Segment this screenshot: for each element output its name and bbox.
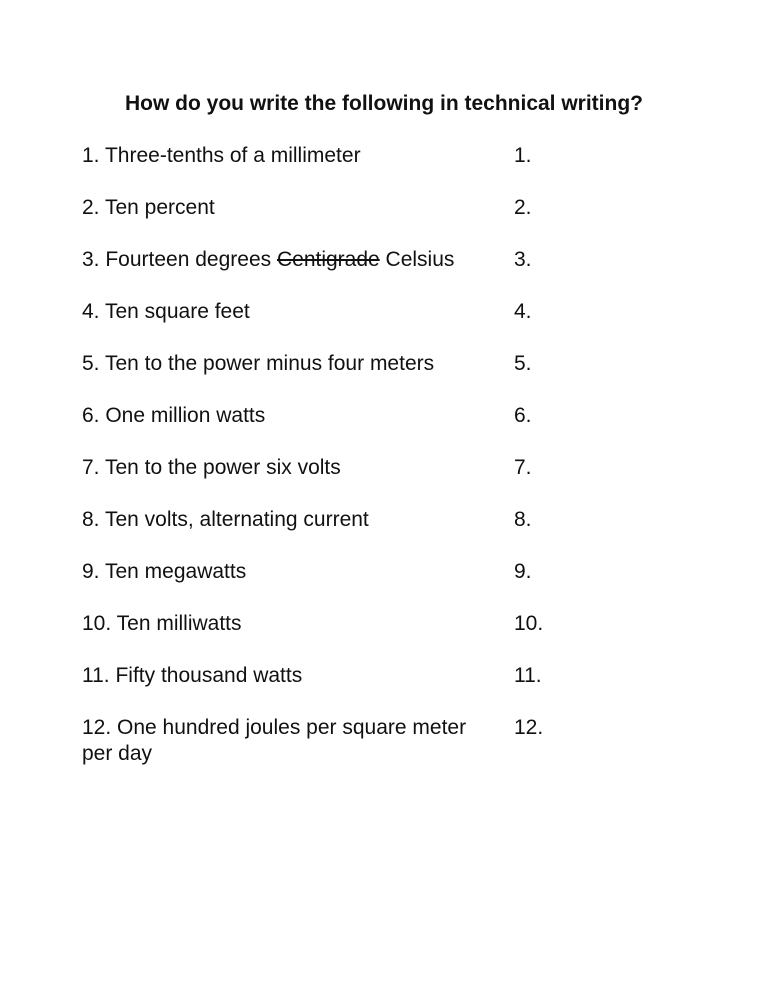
question-text: 4. Ten square feet <box>82 300 250 323</box>
answer-number: 9. <box>514 560 532 583</box>
answer-number: 7. <box>514 456 532 479</box>
answer-number: 12. <box>514 716 544 739</box>
question-text: 2. Ten percent <box>82 196 215 219</box>
question-text: 11. Fifty thousand watts <box>82 664 303 687</box>
question-text: 8. Ten volts, alternating current <box>82 508 369 531</box>
answer-number: 1. <box>514 144 532 167</box>
answer-number: 6. <box>514 404 532 427</box>
answer-number: 5. <box>514 352 532 375</box>
question-text: 7. Ten to the power six volts <box>82 456 341 479</box>
question-text-start: 3. Fourteen degrees <box>82 248 277 271</box>
answer-number: 10. <box>514 612 544 635</box>
question-text <box>82 247 502 273</box>
page-title: How do you write the following in technical writing? <box>125 92 643 115</box>
answer-number: 8. <box>514 508 532 531</box>
answer-number: 4. <box>514 300 532 323</box>
answer-number: 11. <box>514 664 542 687</box>
question-text: 6. One million watts <box>82 404 266 427</box>
question-text: 9. Ten megawatts <box>82 560 247 583</box>
question-text-end: Celsius <box>379 248 455 271</box>
answer-number: 2. <box>514 196 532 219</box>
struck-word: Centigrade <box>276 248 380 271</box>
question-text: 10. Ten milliwatts <box>82 612 242 635</box>
question-text: 5. Ten to the power minus four meters <box>82 352 435 375</box>
question-text: 1. Three-tenths of a millimeter <box>82 144 361 167</box>
question-text: 12. One hundred joules per square meter per day <box>82 716 467 765</box>
answer-number: 3. <box>514 248 532 271</box>
